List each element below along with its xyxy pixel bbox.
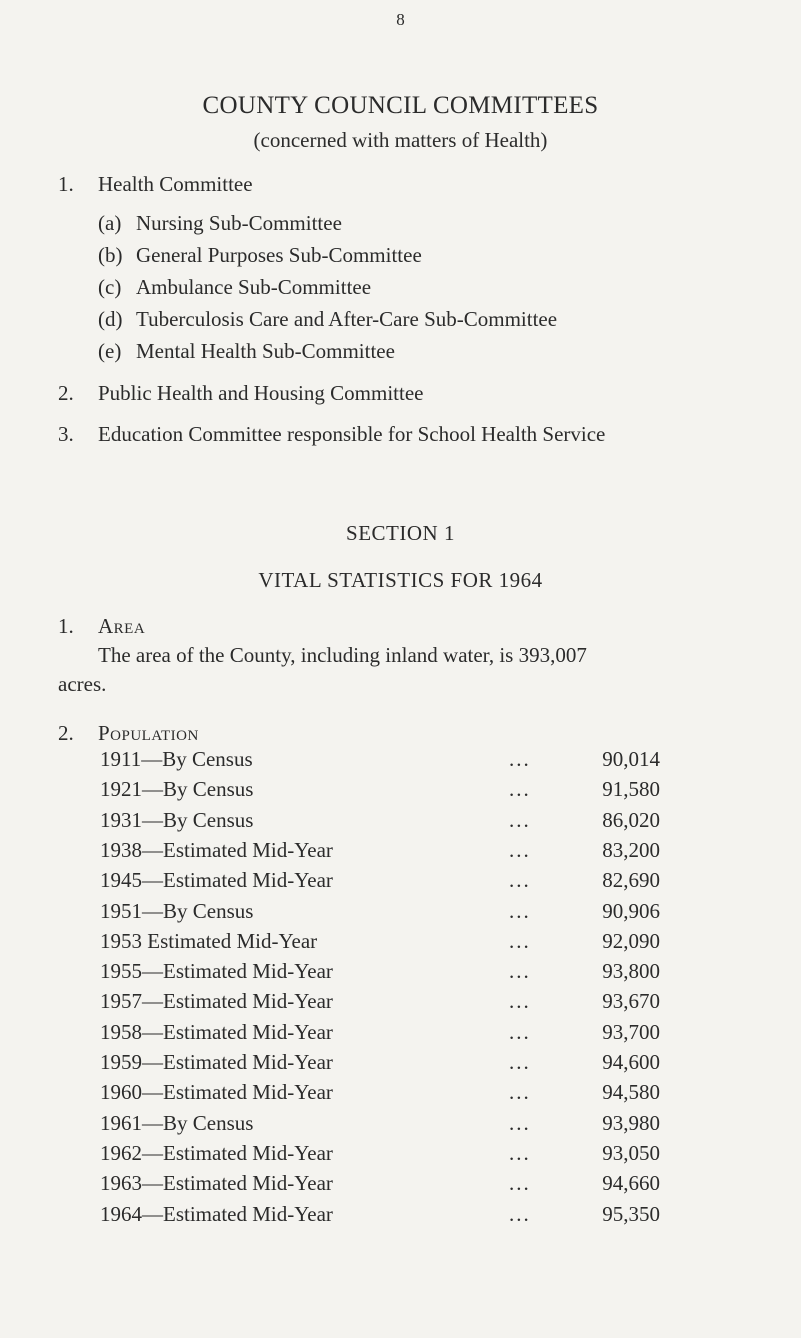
committee-number: 2. bbox=[58, 381, 74, 405]
leader-dots: ... bbox=[509, 747, 531, 771]
population-row bbox=[100, 1141, 660, 1167]
subcommittee-item bbox=[98, 307, 557, 332]
page-number: 8 bbox=[396, 10, 405, 29]
population-row bbox=[100, 989, 660, 1015]
subcommittee-label: Ambulance Sub-Committee bbox=[136, 275, 372, 299]
leader-dots: ... bbox=[509, 989, 531, 1014]
population-row-label: 1945—Estimated Mid-Year bbox=[100, 868, 333, 893]
population-row-value: 93,050 bbox=[602, 1140, 660, 1165]
leader-dots: ... bbox=[509, 1019, 531, 1044]
population-row-label: 1962—Estimated Mid-Year bbox=[100, 1140, 333, 1165]
leader-dots: ... bbox=[509, 1140, 531, 1165]
page-title: COUNTY COUNCIL COMMITTEES bbox=[202, 92, 599, 119]
population-row-label: 1964—Estimated Mid-Year bbox=[100, 1201, 333, 1226]
population-row bbox=[100, 929, 660, 955]
population-number: 2. bbox=[58, 721, 74, 745]
population-row-value: 90,906 bbox=[602, 898, 660, 923]
population-row bbox=[100, 868, 660, 894]
population-row-label: 1955—Estimated Mid-Year bbox=[100, 959, 333, 984]
population-row-value: 94,600 bbox=[602, 1050, 660, 1074]
population-row-value: 93,800 bbox=[602, 959, 660, 984]
subcommittee-label: Mental Health Sub-Committee bbox=[136, 339, 395, 363]
subcommittee-item bbox=[98, 339, 395, 364]
section-heading: SECTION 1 bbox=[346, 521, 455, 545]
population-row-label: 1958—Estimated Mid-Year bbox=[100, 1019, 333, 1044]
population-heading bbox=[58, 721, 199, 746]
subcommittee-letter: (d) bbox=[98, 307, 123, 331]
subcommittee-letter: (a) bbox=[98, 211, 122, 235]
leader-dots: ... bbox=[509, 807, 531, 832]
population-row bbox=[100, 838, 660, 864]
population-row-label: 1959—Estimated Mid-Year bbox=[100, 1050, 333, 1074]
population-row-value: 92,090 bbox=[602, 928, 660, 953]
committee-item bbox=[58, 172, 253, 197]
leader-dots: ... bbox=[509, 1171, 531, 1196]
leader-dots: ... bbox=[509, 1201, 531, 1226]
population-row-label: 1951—By Census bbox=[100, 898, 254, 923]
subcommittee-item bbox=[98, 243, 422, 268]
population-row bbox=[100, 1080, 660, 1106]
population-row-value: 93,980 bbox=[602, 1110, 660, 1135]
population-row-label: 1911—By Census bbox=[100, 747, 253, 771]
population-row bbox=[100, 1020, 660, 1046]
population-row-value: 95,350 bbox=[602, 1201, 660, 1226]
subcommittee-letter: (b) bbox=[98, 243, 123, 267]
committee-label: Public Health and Housing Committee bbox=[98, 381, 424, 405]
subcommittee-item bbox=[98, 275, 371, 300]
committee-number: 1. bbox=[58, 172, 74, 196]
area-heading bbox=[58, 614, 145, 639]
population-row-label: 1961—By Census bbox=[100, 1110, 254, 1135]
leader-dots: ... bbox=[509, 1050, 531, 1074]
leader-dots: ... bbox=[509, 928, 531, 953]
subcommittee-label: Nursing Sub-Committee bbox=[136, 211, 342, 235]
area-text-line2: acres. bbox=[58, 672, 107, 696]
population-row-value: 83,200 bbox=[602, 837, 660, 862]
area-title: Area bbox=[98, 614, 146, 638]
population-row bbox=[100, 808, 660, 834]
leader-dots: ... bbox=[509, 959, 531, 984]
committee-number: 3. bbox=[58, 422, 74, 446]
committee-item bbox=[58, 422, 605, 447]
population-row-label: 1931—By Census bbox=[100, 807, 254, 832]
leader-dots: ... bbox=[509, 777, 531, 802]
area-number: 1. bbox=[58, 614, 74, 638]
committee-item bbox=[58, 381, 423, 406]
leader-dots: ... bbox=[509, 868, 531, 893]
page-subtitle: (concerned with matters of Health) bbox=[253, 128, 548, 152]
population-row-value: 90,014 bbox=[602, 747, 660, 771]
population-row-label: 1963—Estimated Mid-Year bbox=[100, 1171, 333, 1196]
subcommittee-letter: (c) bbox=[98, 275, 122, 299]
leader-dots: ... bbox=[509, 837, 531, 862]
population-row bbox=[100, 777, 660, 803]
population-row bbox=[100, 959, 660, 985]
population-row-value: 91,580 bbox=[602, 777, 660, 802]
population-row-label: 1921—By Census bbox=[100, 777, 254, 802]
population-row-label: 1960—Estimated Mid-Year bbox=[100, 1080, 333, 1105]
leader-dots: ... bbox=[509, 1080, 531, 1105]
population-row-label: 1938—Estimated Mid-Year bbox=[100, 837, 333, 862]
committee-label: Health Committee bbox=[98, 172, 253, 196]
committee-label: Education Committee responsible for School Health Service bbox=[98, 422, 606, 446]
population-row-value: 94,580 bbox=[602, 1080, 660, 1105]
leader-dots: ... bbox=[509, 1110, 531, 1135]
leader-dots: ... bbox=[509, 898, 531, 923]
subcommittee-letter: (e) bbox=[98, 339, 122, 363]
section-title: VITAL STATISTICS FOR 1964 bbox=[258, 568, 543, 592]
population-row bbox=[100, 1171, 660, 1197]
population-row bbox=[100, 1202, 660, 1228]
population-row-value: 86,020 bbox=[602, 807, 660, 832]
subcommittee-label: Tuberculosis Care and After-Care Sub-Committee bbox=[136, 307, 558, 331]
area-text-line1: The area of the County, including inland water, is 393,007 bbox=[98, 643, 587, 667]
population-row-value: 93,670 bbox=[602, 989, 660, 1014]
population-row bbox=[100, 1050, 660, 1076]
population-row-value: 93,700 bbox=[602, 1019, 660, 1044]
population-row-label: 1953 Estimated Mid-Year bbox=[100, 928, 318, 953]
population-row bbox=[100, 1111, 660, 1137]
subcommittee-item bbox=[98, 211, 342, 236]
population-row bbox=[100, 899, 660, 925]
population-row-value: 82,690 bbox=[602, 868, 660, 893]
population-row bbox=[100, 747, 660, 773]
population-title: Population bbox=[98, 721, 199, 745]
population-row-label: 1957—Estimated Mid-Year bbox=[100, 989, 333, 1014]
subcommittee-label: General Purposes Sub-Committee bbox=[136, 243, 422, 267]
population-row-value: 94,660 bbox=[602, 1171, 660, 1196]
